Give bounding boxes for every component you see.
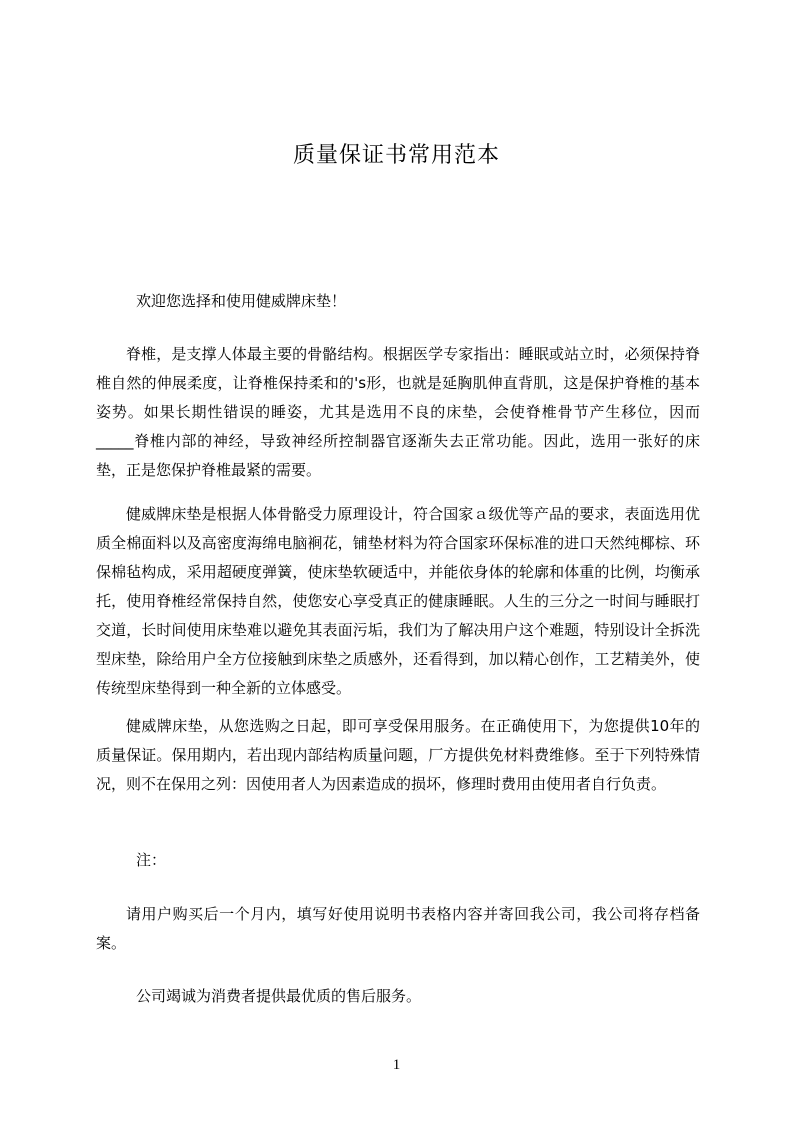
paragraph-registration-instruction: 请用户购买后一个月内，填写好使用说明书表格内容并寄回我公司，我公司将存档备案。: [96, 905, 700, 952]
paragraph-mattress-design: 健威牌床垫是根据人体骨骼受力原理设计，符合国家ａ级优等产品的要求，表面选用优质全棉面料以及高密度海绵电脑裥花，铺垫材料为符合国家环保标准的进口天然纯椰棕、环保棉毡构成，采用超硬度弹簧，使床垫软硬适中，并能依身体的轮廓和体重的比例，均衡承托，使用脊椎经常保持自然，使您安心享受真正的健康睡眠。人生的三分之一时间与睡眠打交道，长时间使用床垫难以避免其表面污垢，我们为了解决用户这个难题，特别设计全拆洗型床垫，除给用户全方位接触到床垫之质感外，还看得到，加以精心创作，工艺精美外，使传统型床垫得到一种全新的立体感受。: [96, 505, 700, 697]
greeting-line: 欢迎您选择和使用健威牌床垫！: [136, 292, 347, 310]
paragraph-warranty-terms: 健威牌床垫，从您选购之日起，即可享受保用服务。在正确使用下，为您提供10年的质量保证。保用期内，若出现内部结构质量问题，厂方提供免材料费维修。至于下列特殊情况，则不在保用之列：因使用者人为因素造成的损坏，修理时费用由使用者自行负责。: [96, 717, 700, 793]
note-label: 注：: [136, 851, 167, 869]
paragraph-spine-intro: 脊椎，是支撑人体最主要的骨骼结构。根据医学专家指出：睡眠或站立时，必须保持脊椎自然的伸展柔度，让脊椎保持柔和的's形，也就是延胸肌伸直背肌，这是保护脊椎的基本姿势。如果长期性错误的睡姿，尤其是选用不良的床垫，会使脊椎骨节产生移位，因而_____脊椎内部的神经，导致神经所控制器官逐渐失去正常功能。因此，选用一张好的床垫，正是您保护脊椎最紧的需要。: [96, 345, 700, 479]
document-title: 质量保证书常用范本: [292, 143, 500, 168]
closing-statement: 公司竭诚为消费者提供最优质的售后服务。: [136, 987, 422, 1005]
page-number: 1: [392, 1057, 401, 1073]
